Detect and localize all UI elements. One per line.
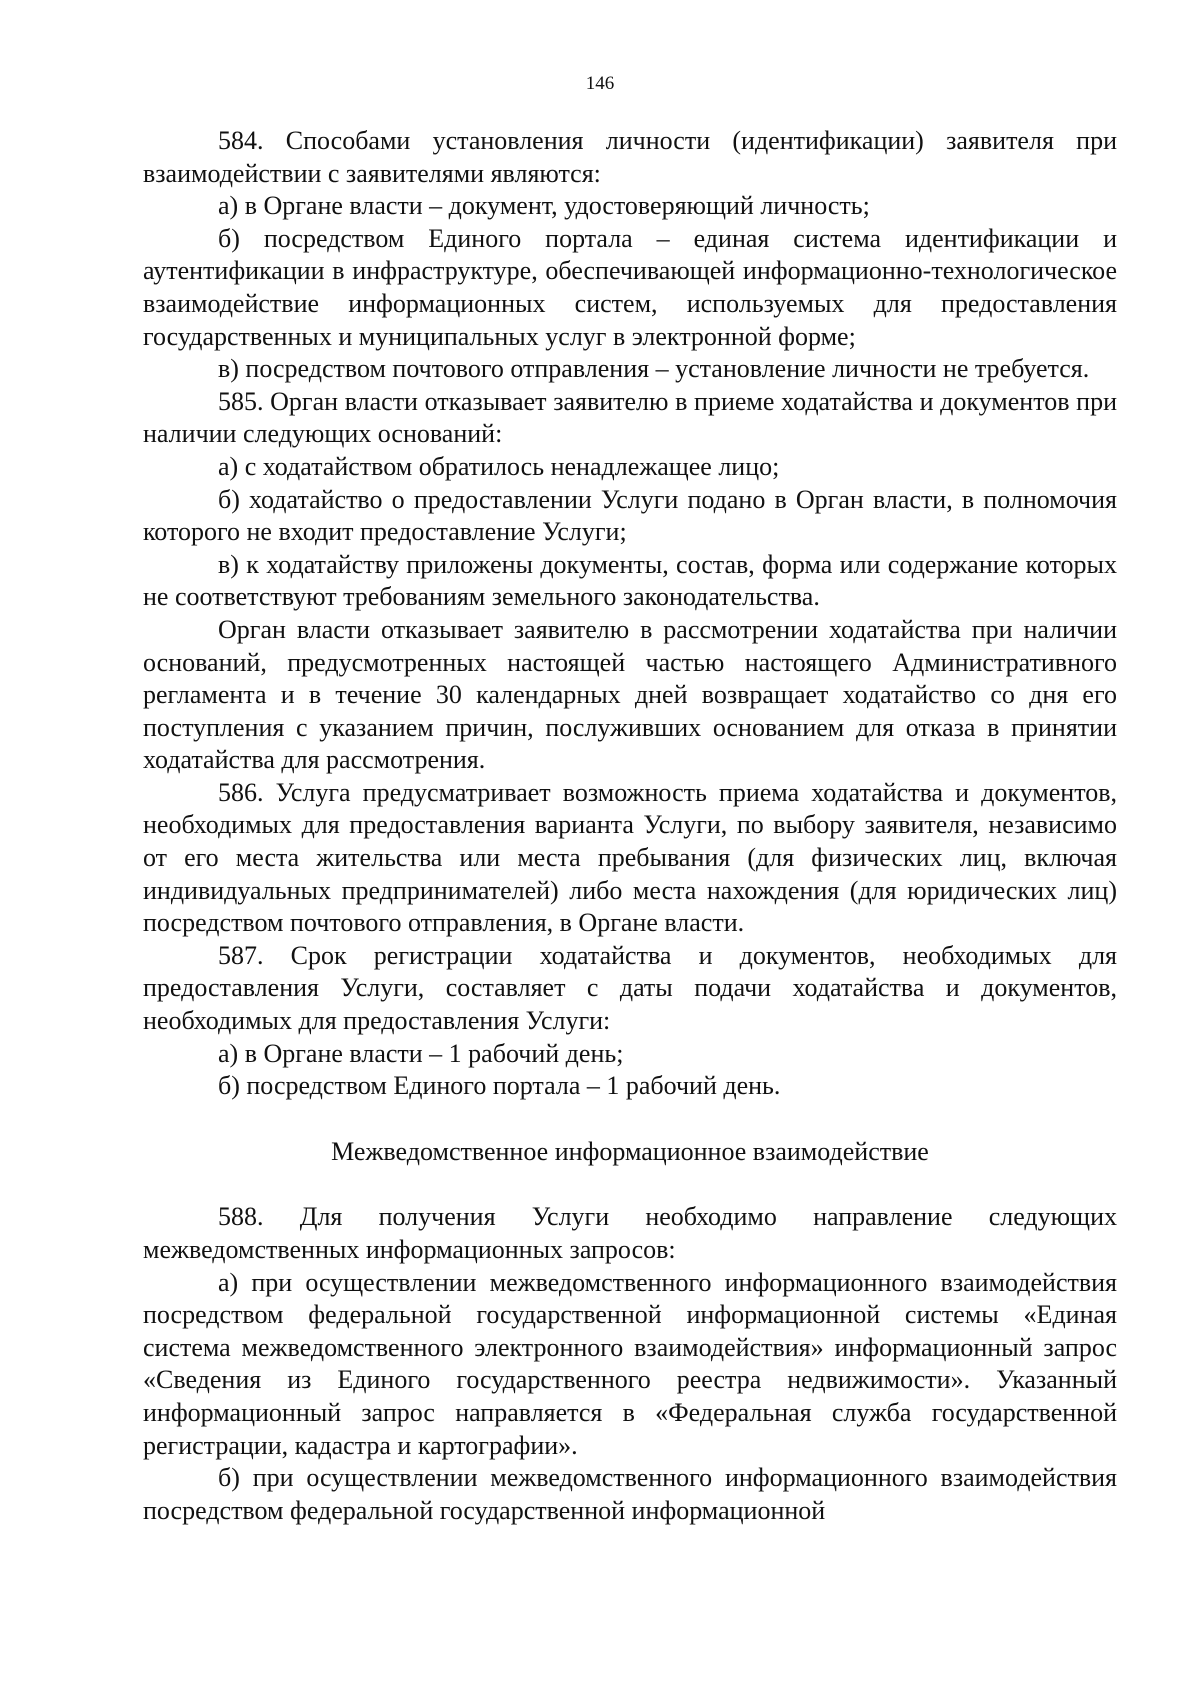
paragraph-584-b: б) посредством Единого портала – единая система идентификации и аутентификации в инфраструктуре, обеспечивающей информационно-технологическое взаимодействие информационных систем, используемых для предоставления государственных и муниципальных услуг в электронной форме; xyxy=(143,223,1117,351)
paragraph-585-note: Орган власти отказывает заявителю в рассмотрении ходатайства при наличии оснований, предусмотренных настоящей частью настоящего Административного регламента и в течение 30 календарных дней возвращает ходатайство со дня его поступления с указанием причин, послуживших основанием для отказа в принятии ходатайства для рассмотрения. xyxy=(143,614,1117,775)
paragraph-584-v: в) посредством почтового отправления – установление личности не требуется. xyxy=(218,354,1090,384)
paragraph-587: 587. Срок регистрации ходатайства и документов, необходимых для предоставления Услуги, составляет с даты подачи ходатайства и документов, необходимых для предоставления Услуги: xyxy=(143,940,1117,1036)
paragraph-585-a: а) с ходатайством обратилось ненадлежащее лицо; xyxy=(218,451,780,481)
document-body xyxy=(143,125,1117,1527)
paragraph-585: 585. Орган власти отказывает заявителю в приеме ходатайства и документов при наличии следующих оснований: xyxy=(143,386,1117,449)
paragraph-588: 588. Для получения Услуги необходимо направление следующих межведомственных информационных запросов: xyxy=(143,1202,1117,1264)
paragraph-588-a: а) при осуществлении межведомственного информационного взаимодействия посредством федеральной государственной информационной системы «Единая система межведомственного электронного взаимодействия» информационный запрос «Сведения из Единого государственного реестра недвижимости». Указанный информационный запрос направляется в «Федеральная служба государственной регистрации, кадастра и картографии». xyxy=(143,1267,1117,1460)
paragraph-584-a: а) в Органе власти – документ, удостоверяющий личность; xyxy=(218,191,870,221)
paragraph-587-a: а) в Органе власти – 1 рабочий день; xyxy=(218,1038,624,1068)
paragraph-586: 586. Услуга предусматривает возможность приема ходатайства и документов, необходимых для предоставления варианта Услуги, по выбору заявителя, независимо от его места жительства или места пребывания (для физических лиц, включая индивидуальных предпринимателей) либо места нахождения (для юридических лиц) посредством почтового отправления, в Органе власти. xyxy=(143,777,1117,938)
paragraph-587-b: б) посредством Единого портала – 1 рабочий день. xyxy=(218,1071,781,1101)
paragraph-584: 584. Способами установления личности (идентификации) заявителя при взаимодействии с заявителями являются: xyxy=(143,126,1117,188)
section-heading: Межведомственное информационное взаимодействие xyxy=(331,1136,929,1166)
paragraph-585-v: в) к ходатайству приложены документы, состав, форма или содержание которых не соответствуют требованиям земельного законодательства. xyxy=(143,549,1117,612)
page-number: 146 xyxy=(585,73,615,94)
paragraph-585-b: б) ходатайство о предоставлении Услуги подано в Орган власти, в полномочия которого не входит предоставление Услуги; xyxy=(143,484,1117,547)
paragraph-588-b: б) при осуществлении межведомственного информационного взаимодействия посредством федеральной государственной информационной xyxy=(143,1463,1117,1525)
